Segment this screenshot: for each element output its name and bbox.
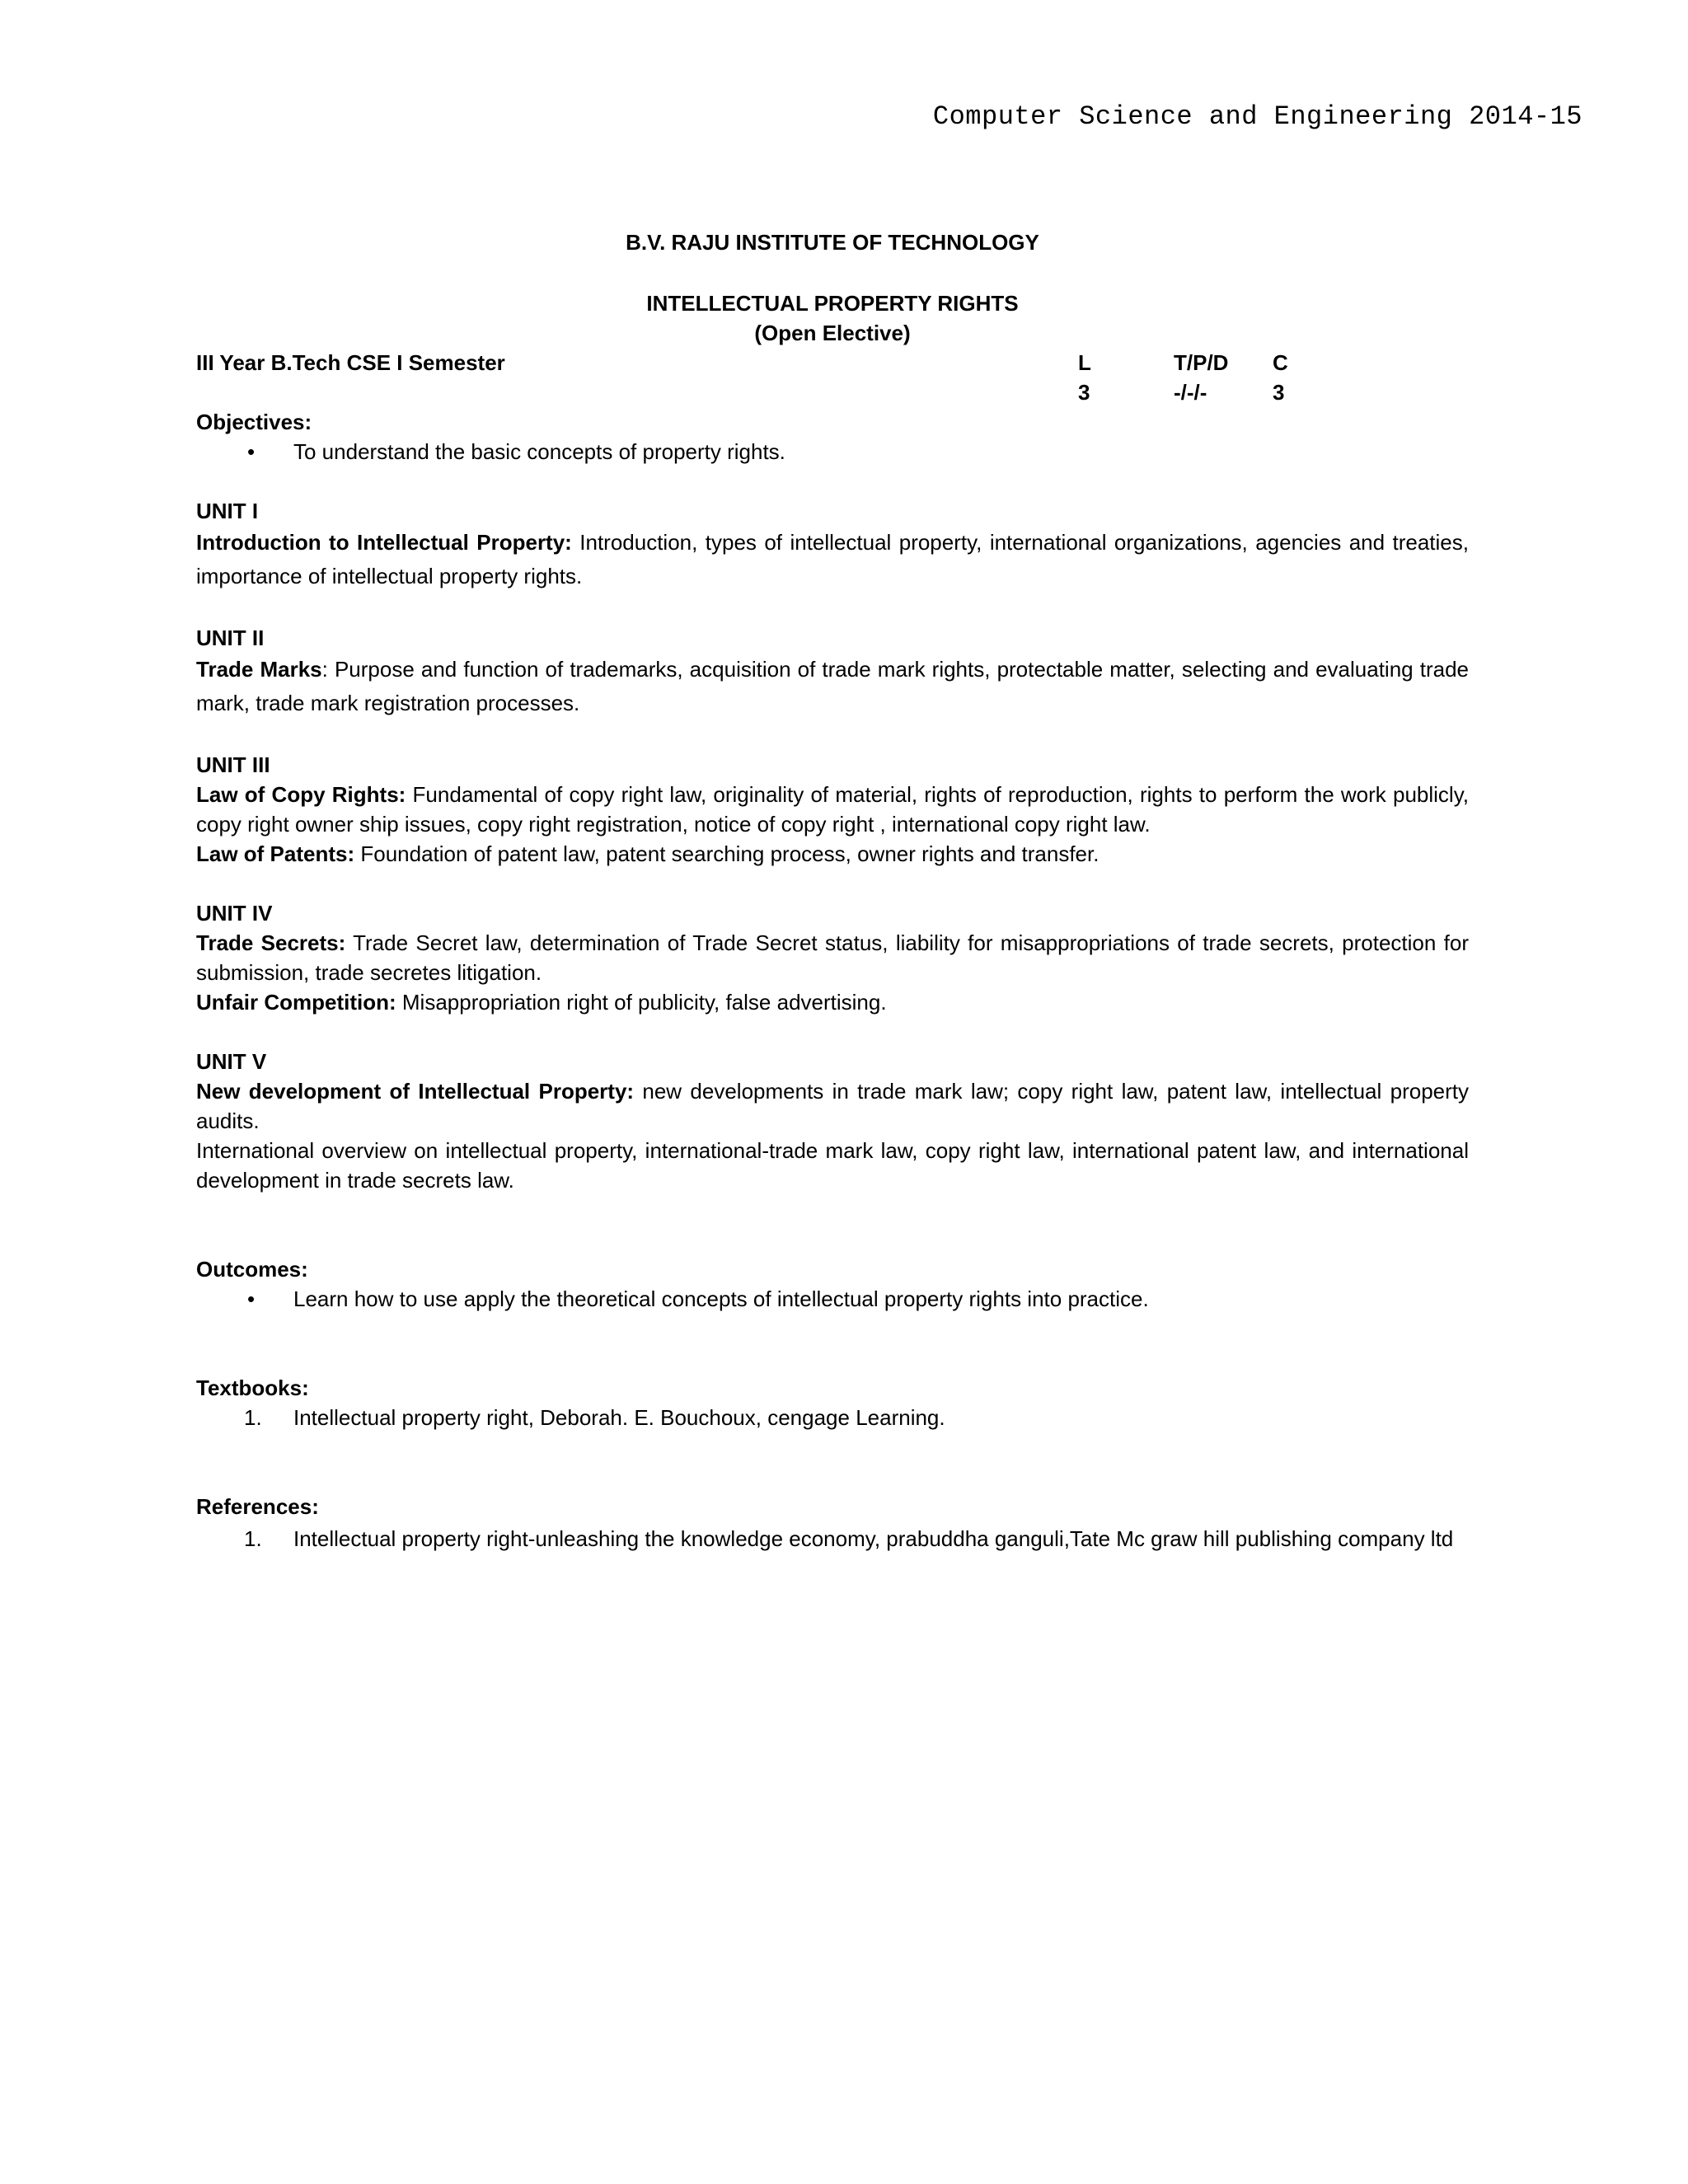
outcomes-section: [196, 1254, 1469, 1314]
tpd-label: T/P/D: [1174, 350, 1229, 375]
reference-text: Intellectual property right-unleashing the knowledge economy, prabuddha ganguli,Tate Mc graw hill publishing company ltd: [293, 1526, 1454, 1551]
unit-2: [196, 623, 1469, 720]
unit-4: [196, 898, 1469, 1017]
credits-value: 3: [1273, 380, 1285, 405]
topic-lead: Trade Secrets:: [196, 930, 346, 955]
unit-title: UNIT II: [196, 626, 265, 650]
topic-text: : Purpose and function of trademarks, acquisition of trade mark rights, protectable matter, selecting and evaluating trade mark, trade mark registration processes.: [196, 657, 1469, 715]
topic-lead: Unfair Competition:: [196, 990, 396, 1015]
topic-text: Introduction, types of intellectual property, international organizations, agencies and treaties, importance of intellectual property rights.: [196, 530, 1469, 588]
unit-title: UNIT V: [196, 1049, 267, 1074]
year-semester: III Year B.Tech CSE I Semester: [196, 350, 505, 375]
course-subtitle: (Open Elective): [754, 321, 911, 345]
credits-column: [1273, 348, 1288, 407]
institute-name: B.V. RAJU INSTITUTE OF TECHNOLOGY: [626, 230, 1039, 255]
item-number: 1.: [244, 1526, 262, 1551]
unit-title: UNIT IV: [196, 901, 273, 926]
textbooks-list: [196, 1403, 1469, 1432]
lecture-label: L: [1078, 350, 1091, 375]
unit-1: [196, 496, 1469, 593]
topic-lead: Law of Copy Rights:: [196, 782, 406, 807]
topic-text: new developments in trade mark law; copy right law, patent law, intellectual property audits.: [196, 1079, 1469, 1133]
objective-text: To understand the basic concepts of property rights.: [293, 439, 785, 464]
textbooks-section: [196, 1373, 1469, 1432]
list-item: [196, 1284, 1469, 1314]
course-title: INTELLECTUAL PROPERTY RIGHTS: [646, 291, 1019, 316]
unit-paragraph: [196, 526, 1469, 593]
topic-lead: Law of Patents:: [196, 841, 355, 866]
topic-lead: Introduction to Intellectual Property:: [196, 530, 572, 555]
objectives-list: [196, 437, 1469, 466]
running-header: Computer Science and Engineering 2014-15: [932, 101, 1582, 132]
tpd-column: [1174, 348, 1228, 407]
outcomes-list: [196, 1284, 1469, 1314]
references-list: [196, 1521, 1469, 1556]
tpd-value: -/-/-: [1174, 380, 1207, 405]
objectives-heading: Objectives:: [196, 410, 312, 434]
topic-lead: Trade Marks: [196, 657, 322, 682]
credits-label: C: [1273, 350, 1288, 375]
lecture-column: [1078, 348, 1091, 407]
topic-text: International overview on intellectual property, international-trade mark law, copy right law, international patent law, and international development in trade secrets law.: [196, 1138, 1469, 1193]
topic-text: Fundamental of copy right law, originality of material, rights of reproduction, rights to perform the work publicly, copy right owner ship issues, copy right registration, notice of copy right , international copy right law.: [196, 782, 1469, 837]
unit-5: [196, 1047, 1469, 1195]
unit-title: UNIT I: [196, 499, 259, 523]
list-item: [196, 1403, 1469, 1432]
item-number: 1.: [244, 1405, 262, 1430]
topic-text: Misappropriation right of publicity, false advertising.: [396, 990, 887, 1015]
list-item: [196, 437, 1469, 466]
bullet-icon: •: [247, 1286, 256, 1311]
topic-text: Foundation of patent law, patent searching process, owner rights and transfer.: [354, 841, 1100, 866]
bullet-icon: •: [247, 439, 256, 464]
topic-lead: New development of Intellectual Property:: [196, 1079, 635, 1104]
syllabus-page: [196, 227, 1469, 1556]
unit-title: UNIT III: [196, 752, 270, 777]
references-section: [196, 1492, 1469, 1556]
credit-row: [196, 348, 1469, 407]
outcomes-heading: Outcomes:: [196, 1257, 308, 1282]
references-heading: References:: [196, 1494, 319, 1519]
unit-paragraph: [196, 987, 1469, 1017]
unit-paragraph: [196, 780, 1469, 839]
textbook-text: Intellectual property right, Deborah. E. Bouchoux, cengage Learning.: [293, 1405, 945, 1430]
unit-paragraph: [196, 1076, 1469, 1136]
unit-3: [196, 750, 1469, 869]
topic-text: Trade Secret law, determination of Trade Secret status, liability for misappropriations of trade secrets, protection for submission, trade secretes litigation.: [196, 930, 1469, 985]
outcome-text: Learn how to use apply the theoretical concepts of intellectual property rights into practice.: [293, 1286, 1149, 1311]
textbooks-heading: Textbooks:: [196, 1376, 309, 1400]
objectives-section: [196, 407, 1469, 466]
unit-paragraph: [196, 1136, 1469, 1195]
lecture-value: 3: [1078, 380, 1090, 405]
unit-paragraph: [196, 928, 1469, 987]
unit-paragraph: [196, 839, 1469, 869]
list-item: [196, 1521, 1469, 1556]
unit-paragraph: [196, 653, 1469, 720]
